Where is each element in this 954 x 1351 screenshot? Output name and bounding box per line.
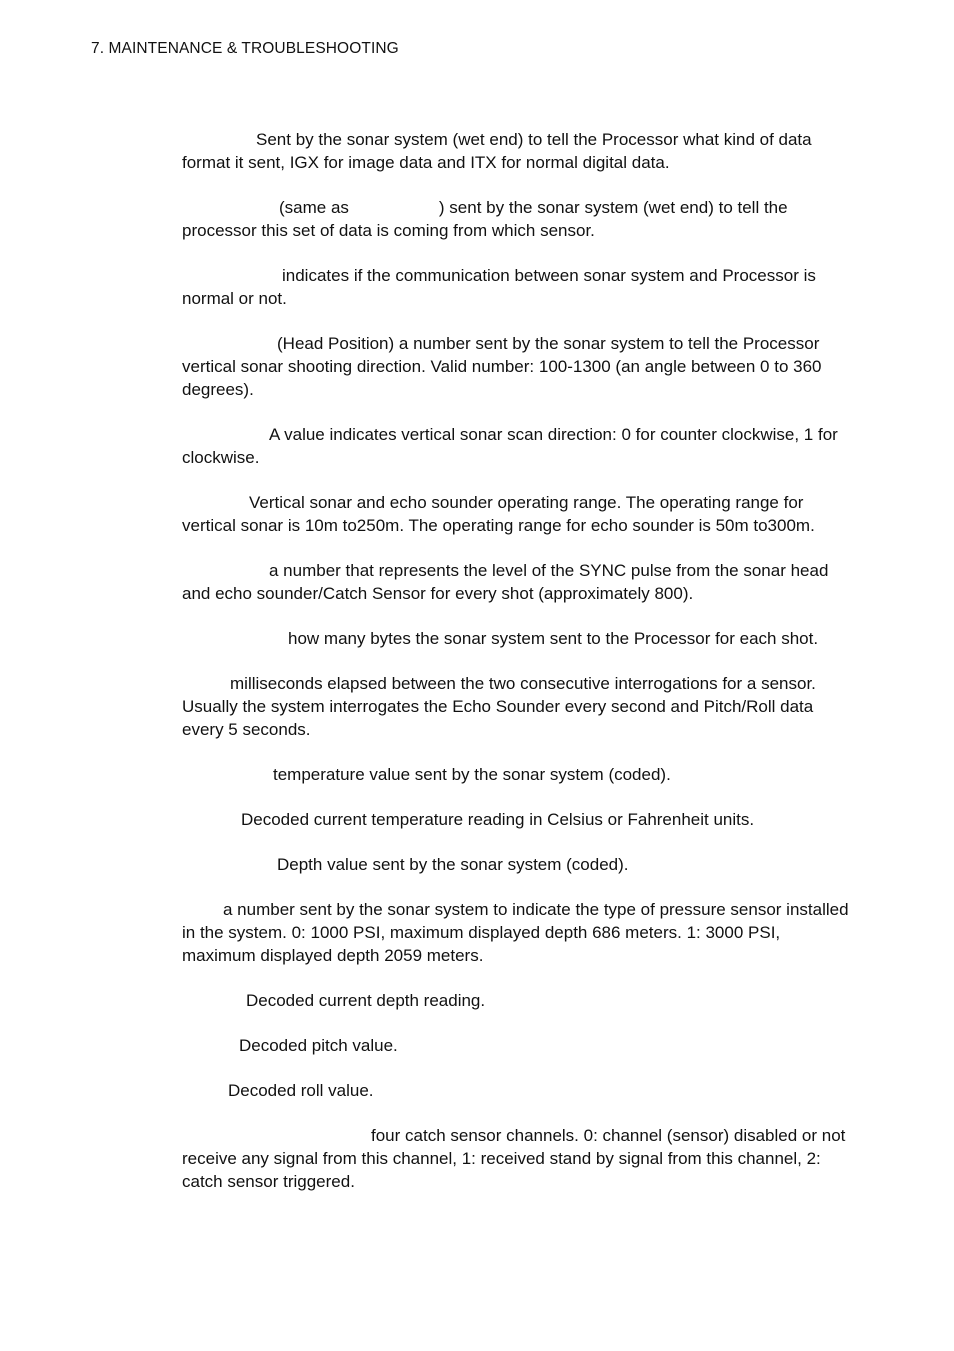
entry-sync-level: a number that represents the level of the SYNC pulse from the sonar head and echo sounder/Catch Sensor for every shot (approximately 800). [182,561,829,603]
entry-temperature-coded: temperature value sent by the sonar system (coded). [273,765,671,784]
entry-pitch: Decoded pitch value. [239,1036,398,1055]
entry-data-format: Sent by the sonar system (wet end) to tell the Processor what kind of data format it sent, IGX for image data and ITX for normal digital data. [182,130,812,172]
entry-temperature-decoded: Decoded current temperature reading in Celsius or Fahrenheit units. [241,810,755,829]
section-header: 7. MAINTENANCE & TROUBLESHOOTING [91,40,399,57]
entry-communication: indicates if the communication between sonar system and Processor is normal or not. [182,266,816,308]
entry-interrogation-interval: milliseconds elapsed between the two consecutive interrogations for a sensor. Usually the system interrogates the Echo Sounder every second and Pitch/Roll data every 5 seconds. [182,674,816,739]
entry-roll: Decoded roll value. [228,1081,374,1100]
entry-bytes-per-shot: how many bytes the sonar system sent to the Processor for each shot. [288,629,819,648]
entry-scan-direction: A value indicates vertical sonar scan direction: 0 for counter clockwise, 1 for clockwise. [182,425,838,467]
entry-operating-range: Vertical sonar and echo sounder operating range. The operating range for vertical sonar is 10m to250m. The operating range for echo sounder is 50m to300m. [182,493,815,535]
entry-sensor-source: (same as ) sent by the sonar system (wet end) to tell the processor this set of data is coming from which sensor. [182,198,788,240]
definitions-list [182,128,850,1215]
entry-catch-sensor: four catch sensor channels. 0: channel (sensor) disabled or not receive any signal from this channel, 1: received stand by signal from this channel, 2: catch sensor triggered. [182,1126,846,1191]
entry-pressure-sensor: a number sent by the sonar system to indicate the type of pressure sensor installed in the system. 0: 1000 PSI, maximum displayed depth 686 meters. 1: 3000 PSI, maximum displayed depth 2059 meters. [182,900,849,965]
entry-depth-decoded: Decoded current depth reading. [246,991,486,1010]
entry-depth-coded: Depth value sent by the sonar system (coded). [277,855,629,874]
entry-head-position: (Head Position) a number sent by the sonar system to tell the Processor vertical sonar shooting direction. Valid number: 100-1300 (an angle between 0 to 360 degrees). [182,334,822,399]
